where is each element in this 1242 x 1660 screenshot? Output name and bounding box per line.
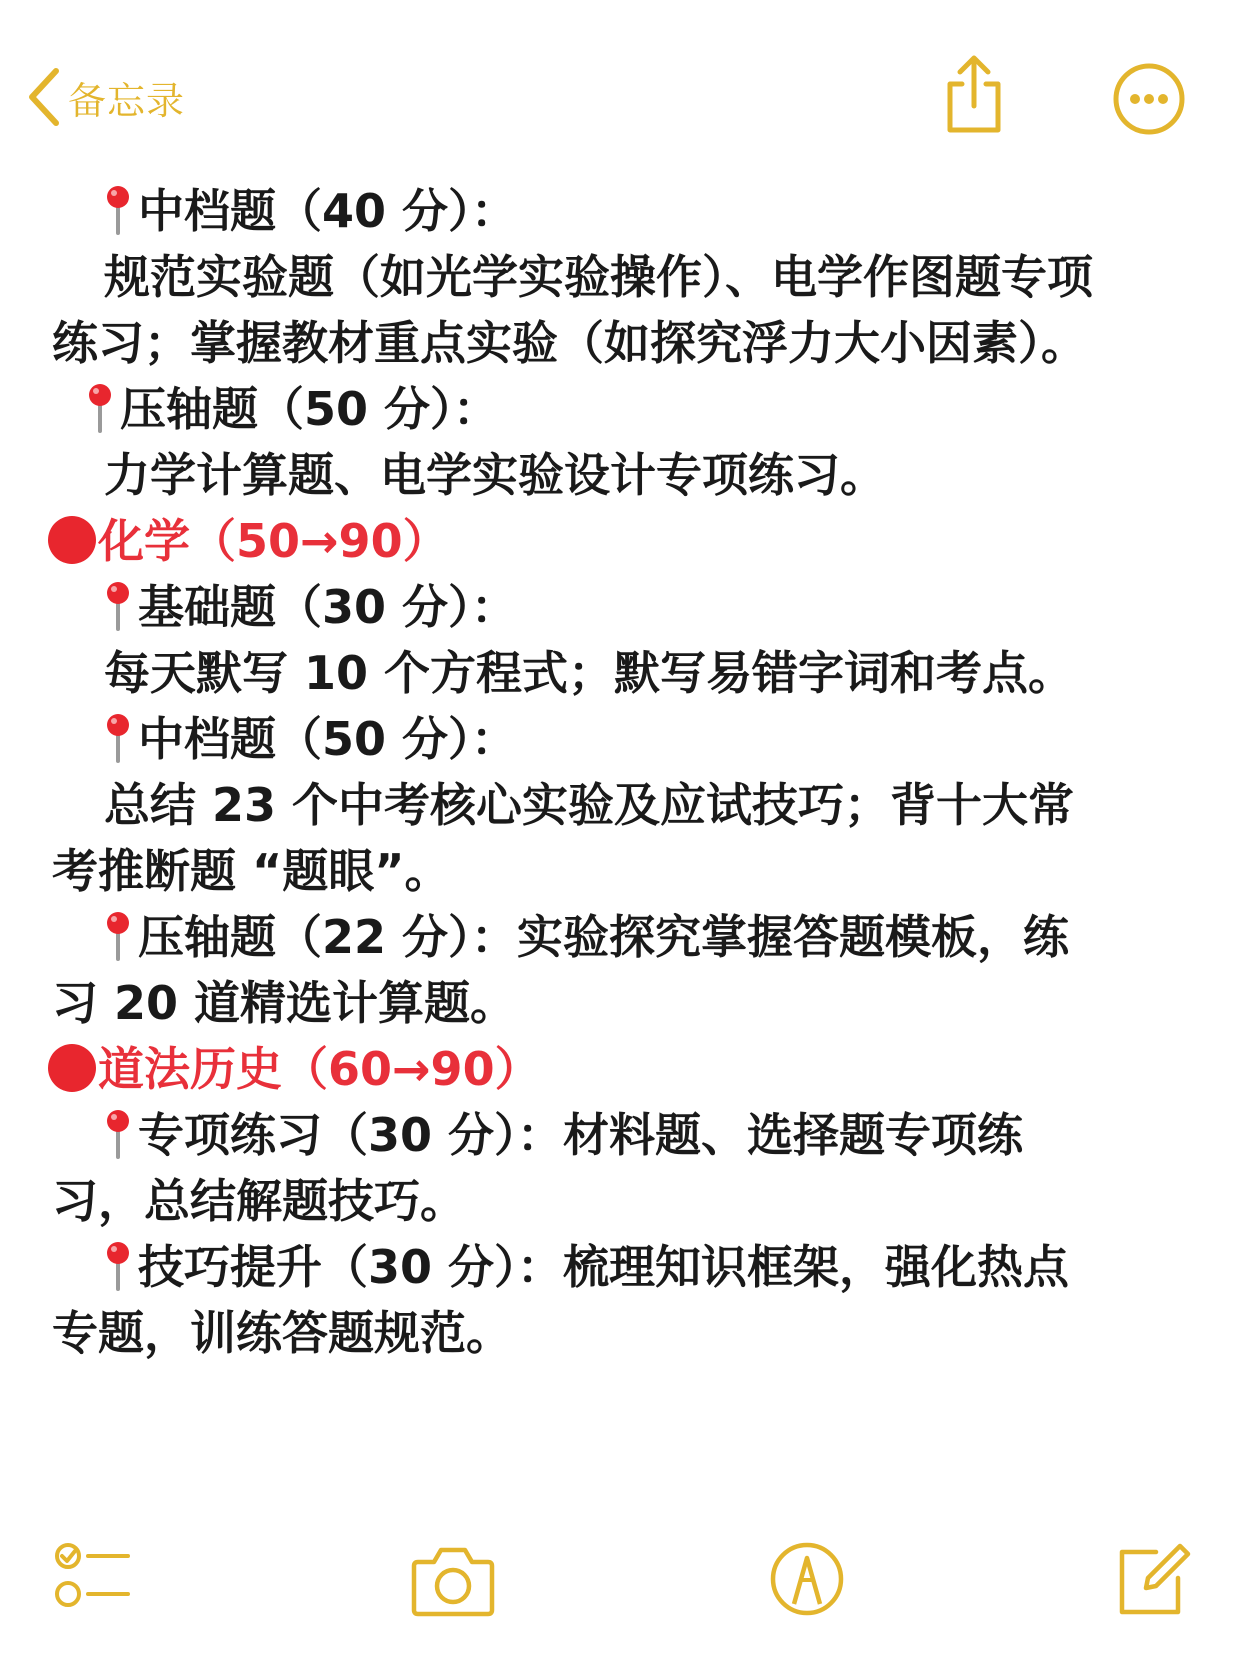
share-button[interactable] [940,54,1008,136]
camera-button[interactable] [410,1540,496,1620]
section-heading-text: 道法历史（60→90） [98,1042,541,1096]
note-line [104,574,1242,640]
pushpin-icon [104,911,132,961]
navigation-bar [0,0,1242,175]
section-heading-civics-history [48,1036,1198,1102]
bottom-toolbar [0,1540,1242,1660]
paragraph-text: 考推断题 “题眼”。 [52,844,451,898]
pushpin-icon [104,713,132,763]
paragraph-text: 每天默写 10 个方程式；默写易错字词和考点。 [104,646,1075,700]
note-line [104,640,1242,706]
subheading-text: 压轴题（22 分）：实验探究掌握答题模板，练 [138,910,1070,964]
compose-icon [1112,1540,1192,1620]
paragraph-text: 总结 23 个中考核心实验及应试技巧；背十大常 [104,778,1075,832]
camera-icon [410,1540,496,1620]
pushpin-icon [104,1109,132,1159]
more-button[interactable] [1112,62,1186,136]
subheading-text: 基础题（30 分）： [138,580,518,634]
note-line [86,376,1236,442]
red-circle-icon [48,1044,96,1092]
note-line [104,1102,1242,1168]
pushpin-icon [104,1241,132,1291]
back-label: 备忘录 [68,78,186,123]
subheading-text: 专项练习（30 分）：材料题、选择题专项练 [138,1108,1024,1162]
share-icon [940,54,1008,136]
subheading-text: 技巧提升（30 分）：梳理知识框架，强化热点 [138,1240,1070,1294]
section-heading-chemistry [48,508,1198,574]
note-line [104,442,1242,508]
more-icon [1112,62,1186,136]
paragraph-text: 练习；掌握教材重点实验（如探究浮力大小因素）。 [52,316,1087,370]
note-line [52,310,1202,376]
note-line [104,904,1242,970]
note-line [104,1234,1242,1300]
note-line [52,1300,1202,1366]
note-line [52,838,1202,904]
subheading-text: 压轴题（50 分）： [120,382,500,436]
note-line [104,772,1242,838]
note-line [104,244,1242,310]
paragraph-text: 专题，训练答题规范。 [52,1306,512,1360]
red-circle-icon [48,516,96,564]
compose-button[interactable] [1112,1540,1192,1620]
pushpin-icon [86,383,114,433]
markup-button[interactable] [768,1540,846,1618]
back-button[interactable] [26,62,185,132]
checklist-icon [54,1540,134,1620]
note-line [104,178,1242,244]
subheading-text: 中档题（40 分）： [138,184,518,238]
pen-markup-icon [768,1540,846,1618]
pushpin-icon [104,581,132,631]
chevron-left-icon [26,67,62,127]
checklist-button[interactable] [54,1540,134,1620]
note-line [104,706,1242,772]
paragraph-text: 规范实验题（如光学实验操作）、电学作图题专项 [104,250,1093,304]
subheading-text: 中档题（50 分）： [138,712,518,766]
paragraph-text: 力学计算题、电学实验设计专项练习。 [104,448,886,502]
section-heading-text: 化学（50→90） [98,514,449,568]
paragraph-text: 习 20 道精选计算题。 [52,976,517,1030]
note-line [52,1168,1202,1234]
paragraph-text: 习，总结解题技巧。 [52,1174,466,1228]
pushpin-icon [104,185,132,235]
note-line [52,970,1202,1036]
